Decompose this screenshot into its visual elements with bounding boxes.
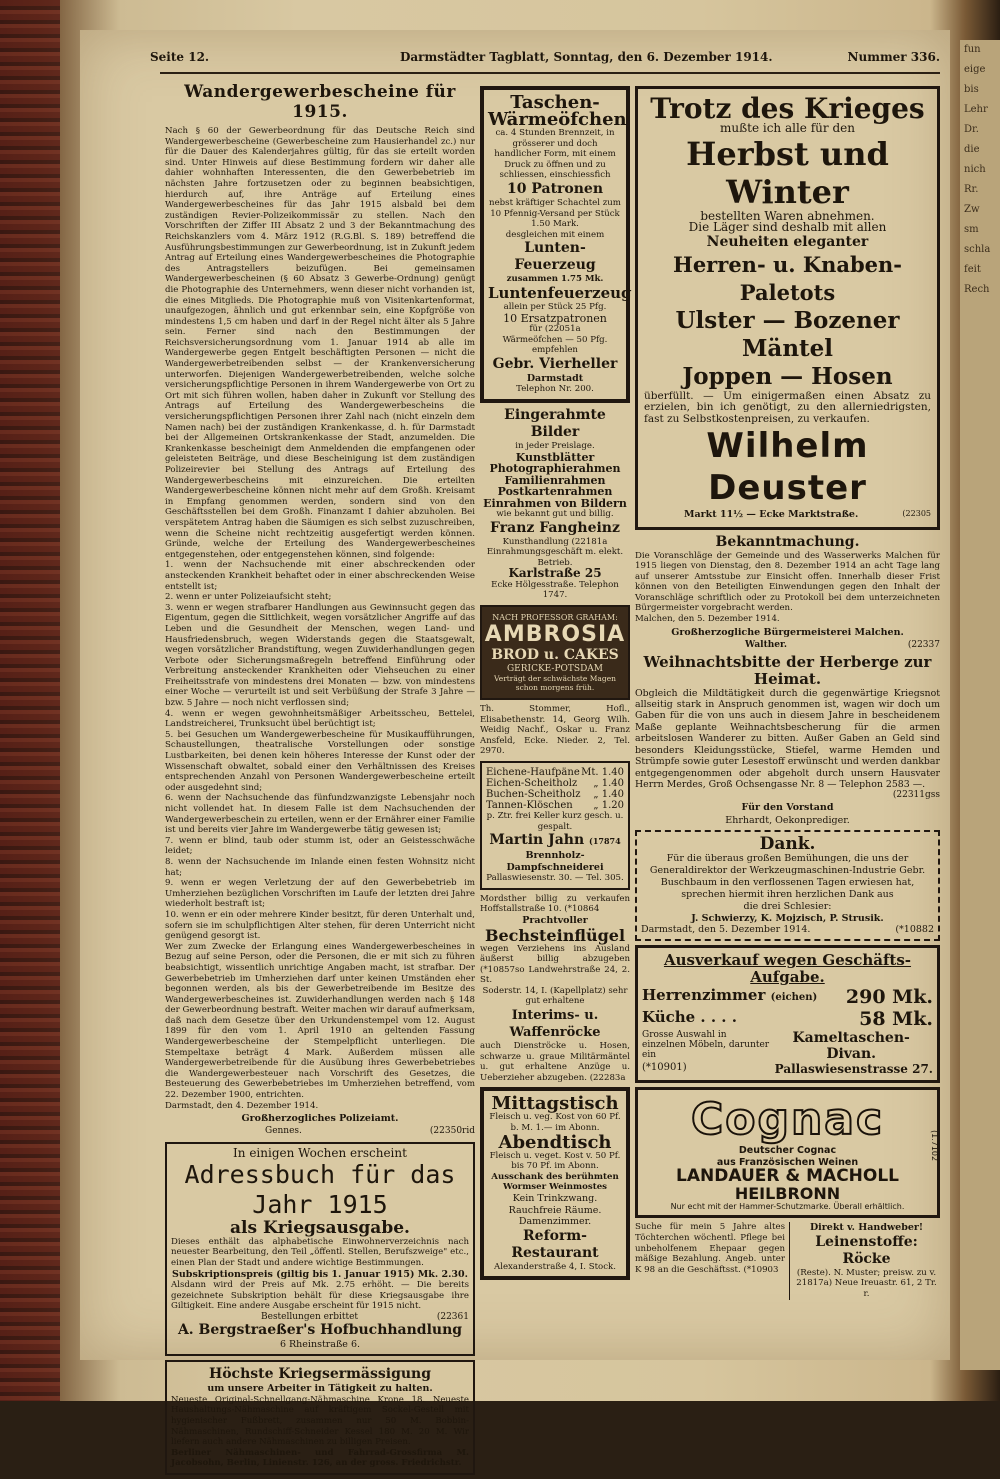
list-item: 7. wenn er blind, taub oder stumm ist, oder an Geistesschwäche leidet; [165,835,475,857]
bekanntmachung-signer: Walther. [745,639,788,650]
classified: Mordsther billig zu verkaufen Hoffstallstraße 10. (*10864 [480,893,630,915]
naehmaschine-ad [165,1360,475,1475]
list-item: 1. wenn der Nachsuchende mit einer abschreckenden oder ansteckenden Krankheit behaftet oder in einer abschreckenden Weise entstellt ist; [165,560,475,592]
taschenofen-ad [480,86,630,403]
classified: (Reste). N. Muster; preisw. zu v. 21817a) Neue Ireuastr. 61, 2 Tr. r. [796,1267,937,1299]
deuster-ad [635,86,940,530]
article-date: Darmstadt, den 4. Dezember 1914. [165,1100,319,1111]
adressbuch-ad [165,1142,475,1356]
ad-text: Einrahmungsgeschäft m. elekt. Betrieb. [486,547,624,568]
list-item: 9. wenn er wegen Verletzung der auf den Gewerbebetrieb im Umherziehen bezüglichen Vorschriften im Laufe der letzten drei Jahre wiederholt bestraft ist; [165,878,475,910]
ad-text: NACH PROFESSOR GRAHAM: [492,613,618,623]
bekanntmachung-ref: (22337 [907,639,940,650]
ad-ref: (1.7102 [930,1130,939,1162]
article-signer: Gennes. [265,1126,302,1137]
ad-text: Ausschank des berühmten Wormser Weinmostes [491,1171,619,1193]
weihnachtsbitte-body: Obgleich die Mildtätigkeit durch die gegenwärtige Kriegsnot allseitig stark in Anspruch genommen ist, wagen wir doch um Gaben für die von uns auch in diesem Jahre in bescheidenem Maße geplante Weihnachtsbescherung für die armen arbeitslosen Wanderer zu bitten. Außer Gaben an Geld sind besonders Kleidungsstücke, Stiefel, warme Hemden und Strümpfe sowie guter Lesestoff erwünscht und werden dankbar entgegengenommen oder abgeholt durch unsern Hausvater Herrn Merdes, Groß Ochsengasse Nr. 8 — Telephon 2583 —. [635,687,940,790]
ad-item: Eichene-Haufpäne [486,767,580,779]
ad-text: p. Ztr. frei Keller kurz gesch. u. gespalt. [486,811,624,832]
ad-text: für (22051a [529,324,581,335]
ad-address: Markt 11½ — Ecke Marktstraße. [684,509,859,520]
classified-lead: Prachtvoller [522,915,588,926]
ad-address: Darmstadt [526,372,584,384]
ad-text: aus Französischen Weinen [716,1156,859,1168]
ad-text: desgleichen mit einem [505,229,605,240]
weihnachtsbitte-signer: Ehrhardt, Oekonprediger. [725,815,850,827]
ad-headline: Joppen — Hosen [682,362,893,390]
next-page-edge [960,40,1000,1370]
ad-text: Postkartenrahmen [497,485,613,498]
ad-ref: (*10901) [642,1062,687,1074]
ad-firm: Martin Jahn [489,832,585,849]
list-item: 10. wenn er ein oder mehrere Kinder besitzt, für deren Unterhalt und, sofern sie im schulpflichtigen Alter stehen, für deren Unterricht nicht genügend gesorgt ist. [165,909,475,942]
ad-text: ca. 4 Stunden Brennzeit, in grösserer und doch handlicher Form, mit einem Druck zu öffnen und zu schliessen, einschiessfich [494,128,616,181]
page-header [150,50,940,70]
ambrosia-ad [480,605,630,700]
ad-price: „ 1.40 [593,778,624,790]
list-item: 3. wenn er wegen strafbarer Handlungen aus Gewinnsucht gegen das Eigentum, gegen die Sittlichkeit, wegen vorsätzlicher Angriffe auf das Leben und die Gesundheit der Menschen, wegen Land- und Hausfriedensbruch, wegen Widerstands gegen die Staatsgewalt, wegen vorsätzlicher Brandstiftung, wegen Zuwiderhandlungen gegen Verbote oder Sicherungsmaßregeln betreffend Einführung oder Verbreitung ansteckender Krankheiten oder Viehseuchen zu einer Freiheitsstrafe von mindestens drei Monaten — bzw. von mindestens einer Woche — verurteilt ist und seit Verbüßung der Strafe 3 Jahre — bzw. 5 Jahre — noch nicht verflossen sind; [165,602,475,709]
ad-item: Kameltaschen-Divan. [792,1030,910,1063]
ad-text: Dieses enthält das alphabetische Einwohnerverzeichnis nach neuester Bearbeitung, den Teil „öffentl. Stellen, Berufszweige" etc., einen Plan der Stadt und andere wichtige Bestimmungen. [171,1236,469,1268]
weihnachtsbitte-title: Weihnachtsbitte der Herberge zur Heimat. [643,652,932,688]
ad-headline: Abendtisch [498,1131,612,1153]
ad-price: „ 1.40 [593,789,624,801]
ad-price: 58 Mk. [859,1008,933,1031]
ad-text: Alsdann wird der Preis auf Mk. 2.75 erhöht. — Die bereits gezeichnete Subskription behält für diese Kriegsausgabe ihre Giltigkeit. Eine andere Ausgabe erscheint für 1915 nicht. [171,1280,469,1312]
edge-fragment: Rech [964,284,990,295]
ad-text: nebst kräftiger Schachtel zum 10 Pfennig-Versand per Stück 1.50 Mark. [489,197,621,230]
edge-fragment: fun [964,44,981,55]
bekanntmachung-signature: Großherzogliche Bürgermeisterei Malchen. [671,626,904,638]
ad-item: Herrenzimmer [642,986,766,1005]
ad-subheadline: BROD u. CAKES [491,647,619,664]
ad-phone: Telephon Nr. 200. [516,384,594,395]
edge-fragment: sm [964,224,979,235]
article-body: Nach § 60 der Gewerbeordnung für das Deutsche Reich sind Wandergewerbescheine (Gewerbescheine zum Hausierhandel zc.) nur für die Dauer des Kalenderjahres gültig, für das sie erteilt worden sind. Unter Hinweis auf diese Bestimmung fordern wir daher alle dahier wohnhaften Interessenten, die den Gewerbebetrieb im nächsten Jahre fortzusetzen oder zu beginnen beabsichtigen, hierdurch auf, ihre Anträge auf Erteilung eines Wandergewerbescheines für das Jahr 1915 alsbald bei dem zuständigen Revier-Polizeikommissär zu stellen. Nach den Vorschriften der Ziffer III Absatz 2 und 3 der Bekanntmachung des Reichskanzlers vom 4. März 1912 (R.G.Bl. S. 189) betreffend die Ausführungsbestimmungen zur Gewerbeordnung, ist in Zukunft jedem Antrag auf Erteilung eines Wandergewerbescheines die Photographie des Antragstellers beizufügen. Bei gemeinsamen Wandergewerbescheinen (§ 60 Absatz 3 Gewerbe-Ordnung) genügt die Photographie des Unternehmers, wenn dieser nicht vorhanden ist, die eines Mitglieds. Die Photographie muß von Visitenkartenformat, unaufgezogen, ähnlich und gut erkennbar sein, eine Kopfgröße von mindestens 1,5 cm haben und darf in der Regel nicht älter als 5 Jahre sein. Ferner sind nach den Bestimmungen der Reichsversicherungsordnung vom 1. Januar 1914 ab alle im Wandergewerbe gegen Entgelt beschäftigten Personen — nicht die Wandergewerbetreibenden selbst — der Krankenversicherung unterworfen. Diejenigen Wandergewerbetreibenden, welche solche versicherungspflichtige Personen in ihrem Wandergewerbe von Ort zu Ort mit sich führen wollen, haben daher in Zukunft vor Stellung des Antrags auf Erteilung des Wandergewerbescheins die versicherungspflichtigen Personen ihrer Zahl nach (nicht einzeln dem Namen nach) bei der zuständigen Krankenkasse, d. h. für Darmstadt bei der Allgemeinen Ortskrankenkasse der Stadt, anzumelden. Die Krankenkasse bescheinigt dem Anmeldenden die empfangenen oder geleisteten Beiträge, und diese Bescheinigung ist dem zuständigen Polizeirevier bei Stellung des Antrags auf Erteilung des Wandergewerbescheins mit einzureichen. Die erteilten Wandergewerbescheine können nicht mehr auf dem Großh. Kreisamt in Empfang genommen werden, sondern sind von den Geschäftsstellen bei dem Großh. Finanzamt I dahier abzuholen. Bei verspätetem Antrag haben die Säumigen es sich selbst zuzuschreiben, wenn die Scheine nicht rechtzeitig ausgefertigt werden können. Gründe, welche der Erteilung des Wandergewerbescheines entgegenstehen, oder entgegenstehen können, sind folgende: [165,126,475,560]
classified: Soderstr. 14, I. (Kapellplatz) sehr gut erhaltene [482,985,628,1007]
ad-headline: Eingerahmte Bilder [504,406,606,440]
ad-item: Küche . . . . [642,1008,737,1027]
edge-fragment: Dr. [964,124,979,135]
ad-text: Familienrahmen [504,473,606,487]
list-item: 6. wenn der Nachsuchende das fünfundzwanzigste Lebensjahr noch nicht vollendet hat. In diesem Falle ist dem Nachsuchenden der Wandergewerbeschein zu erteilen, wenn er der Ernährer einer Familie ist und bereits vier Jahre im Wandergewerbe tätig gewesen ist; [165,793,475,836]
restaurant-ad [480,1087,630,1280]
ad-ref: (17874 [589,836,621,847]
ad-text: Grosse Auswahl in einzelnen Möbeln, darunter ein [642,1030,770,1061]
ad-text: Verträgt der schwächste Magen schon morgens früh. [494,674,616,693]
classified: Suche für mein 5 Jahre altes Töchterchen wöchentl. Pflege bei unbeholfenem Ehepaar gegen mäßige Bezahlung. Angeb. unter K 98 an die Geschäftsst. (*10903 [635,1222,785,1275]
ad-headline: Luntenfeuerzeug [488,283,632,302]
list-item: 5. bei Gesuchen um Wandergewerbescheine für Musikaufführungen, Schaustellungen, theatralische Vorstellungen oder sonstige Lustbarkeiten, bei denen kein höheres Interesse der Kunst oder der Wissenschaft obwaltet, sobald einer den Verhältnissen des Kreises entsprechenden Anzahl von Personen Wandergewerbescheine erteilt oder ausgedehnt sind; [165,729,475,793]
ad-text: Lunten-Feuerzeug [514,240,596,274]
ad-text: Brennholz-Dampfschneiderei [506,850,604,873]
ad-address: Pallaswiesenstr. 30. — Tel. 305. [486,873,624,884]
ad-text: Für die überaus großen Bemühungen, die uns der Generaldirektor der Werkzeugmaschinen-Industrie Gebr. Buschbaum in den verflossenen Tagen erwiesen hat, sprechen hiermit ihren herzlichen Dank aus [649,853,926,901]
ad-address: Karlstraße 25 [508,566,602,581]
ad-firm: Gebr. Vierheller [492,355,618,372]
ad-headline: Höchste Kriegsermässigung [208,1366,432,1383]
ad-text: Kunstblätter [515,450,595,464]
ad-headline: Trotz des Krieges [650,92,925,125]
cognac-ad [635,1087,940,1218]
ad-ref: (22305 [902,509,931,518]
list-item: 4. wenn er wegen gewohnheitsmäßiger Arbeitsscheu, Bettelei, Landstreicherei, Trunksucht übel berüchtigt ist; [165,708,475,730]
ad-headline: Herren- u. Knaben-Paletots [672,251,903,305]
book-binding [0,0,60,1401]
ad-text: Kunsthandlung (22181a [502,536,608,547]
ad-firm: Berliner Nähmaschinen- und Fahrrad-Grossfirma M. Jacobsohn, Berlin, Linienstr. 126, an der gross. Friedrichstr. [171,1447,469,1469]
ad-text: 10 Ersatzpatronen [503,311,607,325]
ad-date: Darmstadt, den 5. Dezember 1914. [641,924,811,936]
ad-text: Neuheiten eleganter [706,233,869,250]
ad-subheadline: um unsere Arbeiter in Tätigkeit zu halten. [207,1383,433,1395]
ad-headline: Herbst und Winter [686,134,889,211]
ad-firm: Wilhelm Deuster [706,426,869,508]
ad-text: bestellten Waren abnehmen. [700,208,875,223]
ad-headline: Adressbuch für das Jahr 1915 [184,1159,456,1219]
ad-text: empfehlen [532,345,578,356]
masthead-date: Darmstädter Tagblatt, Sonntag, den 6. Dezember 1914. [400,50,773,64]
ad-text: Rauchfreie Räume. [508,1204,602,1216]
ad-headline: Ausverkauf wegen Geschäfts-Aufgabe. [663,951,912,987]
ad-headline: AMBROSIA [484,622,626,648]
ad-ref: (*10882 [895,924,934,936]
ad-text: mußte ich alle für den [720,121,855,135]
ad-price: Subskriptionspreis (giltig bis 1. Januar 1915) Mk. 2.30. [172,1268,468,1280]
ad-price: Mt. 1.40 [581,767,624,779]
ad-headline: Ulster — Bozener Mäntel [675,306,900,362]
classified: wegen Verziehens ins Ausland äußerst billig abzugeben (*10857so Landwehrstraße 24, 2. St. [480,943,630,986]
classified-headline: Interims- u. Waffenröcke [509,1008,601,1041]
ad-headline: Dank. [759,834,816,855]
ad-headline: Wärmeöfchen [488,109,627,130]
ad-phone: Ecke Hölgesstraße. Telephon 1747. [491,579,619,601]
ad-headline: Taschen- [510,92,600,113]
ad-price: „ 1.20 [593,800,624,812]
classified: auch Dienströcke u. Hosen, schwarze u. graue Militärmäntel u. gut erhaltene Anzüge u. Ueberzieher abzugeben. (22283a [480,1041,630,1083]
holz-ad [480,761,630,890]
ad-text: allein per Stück 25 Pfg. [503,301,607,312]
article-ref: (22350rid [429,1126,475,1137]
classified-headline: Bechsteinflügel [484,925,626,945]
edge-fragment: nich [964,164,986,175]
column-right [635,82,940,1300]
edge-fragment: Zw [964,204,980,215]
ad-text: Photographierahmen [489,462,621,475]
column-left [165,82,475,1479]
article-signature: Großherzogliches Polizeiamt. [241,1113,399,1125]
list-item: 2. wenn er unter Polizeiaufsicht steht; [165,592,332,603]
edge-fragment: die [964,144,980,155]
ad-item: Eichen-Scheitholz [486,778,578,790]
ad-text: Damenzimmer. [518,1216,592,1227]
classified-lead: Direkt v. Handweber! [809,1222,924,1234]
edge-fragment: schla [964,244,991,255]
ad-item-note: (eichen) [770,992,818,1004]
ad-text: Neueste Original-Schnellgang-Nähmaschine Krone 18. Neueste Haushaltungs-Nähmaschine auf kräftigem Sockel-Gestell mit hygienischer Fußbrett, zusammen nur 50 M. Bobbin-Nähmaschinen, Rundschiff-Schneider Kessel 180 M. 20 M. Wir liefern auch andere Nähmaschinen zu billigen Preisen. [171,1394,469,1448]
bekanntmachung-title: Bekanntmachung. [715,533,860,550]
ad-address: Pallaswiesenstrasse 27. [774,1062,933,1077]
ad-text: Die Läger sind deshalb mit allen [688,220,887,234]
header-rule [160,72,940,74]
edge-fragment: feit [964,264,981,275]
ad-text: wie bekannt gut und billig. [496,509,614,519]
article-tail: Wer zum Zwecke der Erlangung eines Wandergewerbescheines in Bezug auf seine Person, oder die Personen, die er mit sich zu führen beabsichtigt, wissentlich unrichtige Angaben macht, ist strafbar. Der Gewerbebetrieb im Umherziehen darf unter keinen Umständen eher begonnen werden, als bis der Gewerbetreibende im Besitze des Wandergewerbescheines ist. Zuwiderhandlungen werden nach § 148 der Gewerbeordnung bestraft. Weiter machen wir darauf aufmerksam, daß nach dem Gesetze über den Urkundenstempel vom 12. August 1899 für den vom 1. April 1910 an geltenden Fassung Wandergewerbescheine der Stempelpflicht unterliegen. Die Stempeltaxe beträgt 4 Mark. Außerdem müssen alle Wandergewerbetreibende für die Ausübung ihres Gewerbebetriebes die Wandergewerbesteuer nach Vorschrift des Gesetzes, die Besteuerung des Gewerbebetriebes im Umherziehen betreffend, vom 22. Dezember 1900, entrichten. [165,941,475,1101]
weihnachtsbitte-ref: (22311gss [892,790,940,801]
ad-firm: LANDAUER & MACHOLL [675,1166,900,1187]
ad-price: 290 Mk. [845,986,933,1009]
ad-text: die drei Schlesier: [743,901,832,913]
ausverkauf-ad [635,945,940,1083]
ad-text: GERICKE-POTSDAM [506,664,603,675]
ad-item: Buchen-Scheitholz [486,789,581,801]
bekanntmachung-date: Malchen, den 5. Dezember 1914. [635,614,780,625]
dank-ad [635,830,940,941]
edge-fragment: bis [964,84,979,95]
ad-ref: (22361 [436,1311,469,1322]
list-item: 8. wenn der Nachsuchende im Inlande einen festen Wohnsitz nicht hat; [165,856,475,878]
ambrosia-dealers: Th. Stommer, Hofl., Elisabethenstr. 14, Georg Wilh. Weidig Nachf., Oskar u. Franz Ansfeld, Ecke. Nieder. 2, Tel. 2970. [480,704,630,757]
ad-firm: Franz Fangheinz [490,519,620,536]
ad-headline: Cognac [690,1094,885,1146]
ad-text: Fleisch u. veget. Kost v. 50 Pf. bis 70 Pf. im Abonn. [489,1150,621,1172]
ad-text: zusammen 1.75 Mk. [506,274,604,285]
grounds-list [165,560,475,941]
ad-signers: J. Schwierzy, K. Mojzisch, P. Strusik. [691,912,884,924]
ad-text: Bestellungen erbittet [261,1311,359,1322]
ad-address: 6 Rheinstraße 6. [279,1338,361,1350]
column-middle [480,82,630,1284]
ad-text: Kein Trinkzwang. [512,1193,598,1204]
bilder-ad [480,407,630,601]
issue-number: Nummer 336. [847,50,940,64]
ad-item: Tannen-Klöschen [486,800,573,812]
edge-fragment: Lehr [964,104,988,115]
ad-subheadline: als Kriegsausgabe. [230,1217,410,1238]
classified-headline: Leinenstoffe: Röcke [815,1233,918,1267]
ad-city: HEILBRONN [734,1184,841,1204]
weihnachtsbitte-signature: Für den Vorstand [741,802,834,814]
ad-text: Wärmeöfchen — 50 Pfg. [502,334,608,345]
bekanntmachung-body: Die Voranschläge der Gemeinde und des Wasserwerks Malchen für 1915 liegen von Dienstag, den 8. Dezember 1914 an acht Tage lang auf unserer Amtsstube zur Einsicht offen. Innerhalb dieser Frist können von den Beteiligten Einwendungen gegen den Inhalt der Voranschläge schriftlich oder zu Protokoll bei dem unterzeichneten Bürgermeister vorgebracht werden. [635,550,940,614]
ad-headline: Mittagstisch [491,1093,619,1115]
edge-fragment: Rr. [964,184,979,195]
ad-text: 10 Patronen [506,180,604,197]
ad-text: überfüllt. — Um einigermaßen einen Absatz zu erzielen, bin ich genötigt, zu den allerniedrigsten, fast zu Selbstkostenpreisen, zu verkaufen. [644,389,931,425]
ad-text: in jeder Preislage. [515,440,595,451]
ad-text: Fleisch u. veg. Kost von 60 Pf. b. M. 1.— im Abonn. [489,1112,621,1134]
page-number: Seite 12. [150,50,210,64]
ad-text: Deutscher Cognac [738,1145,837,1157]
ad-text: Nur echt mit der Hammer-Schutzmarke. Überall erhältlich. [670,1202,905,1212]
article-title: Wandergewerbescheine für 1915. [184,82,456,122]
ad-address: Alexanderstraße 4, I. Stock. [494,1261,616,1272]
ad-firm: A. Bergstraeßer's Hofbuchhandlung [177,1321,463,1338]
ad-firm: Reform-Restaurant [511,1227,599,1261]
edge-fragment: eige [964,64,986,75]
ad-text: Einrahmen von Bildern [483,496,627,510]
ad-line: In einigen Wochen erscheint [233,1146,407,1161]
